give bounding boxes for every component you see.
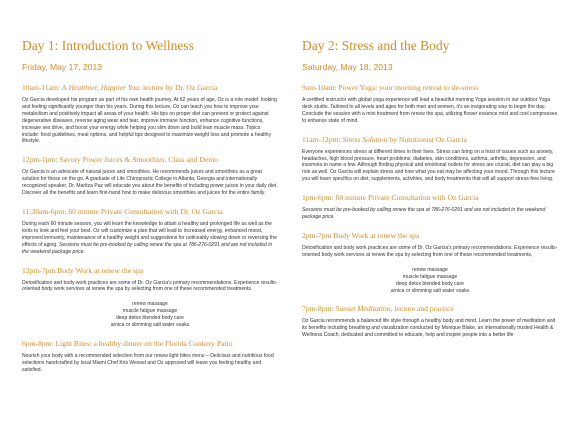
day2-treatment-list	[302, 267, 558, 295]
day1-s4-heading: 12pm-7pm Body Work at renew the spa	[22, 265, 144, 275]
day2-s5-title: Sunset Meditation	[335, 304, 391, 314]
day2-s2-body: Everyone experiences stress at different times in their lives. Stress can bring on a host of issues such as anxiety, headaches, high blood pressure, heart problems, diabetes, skin conditions, asthma, arthritis, depression, and insomnia to name a few. Although finding physical and emotional outlets for stress are crucial, diet can play a big role as well. Oz Garcia will explain stress and how what you eat may be affecting your mood. Through this lecture you will learn specifics on diet, supplements, activities, and body treatments that will all support stress-free living.	[302, 148, 555, 183]
day2-s2-heading	[302, 135, 558, 145]
day2-s5-time: 7pm-8pm:	[302, 304, 336, 314]
day1-s5-heading: 6pm-8pm: Light Bites: a healthy dinner on the Florida Cookery Patio	[22, 338, 233, 348]
day1-s1-body: Oz Garcia developed his program as part of his own health journey. At 62 years of age, Oz is a role model: looking and feeling significantly younger than his years. During this lecture, Oz can teach you how to improve your metabolism and positively impact all areas of your health. His tips on proper diet can prevent or protect against degenerative diseases, reverse aging wear and tear, improve immune function, enhance cognitive functions, increase sex drive, and boost your energy while helping you slim down and build lean muscle mass. Topics include: food guidelines, meal options, and helpful tips designed to maximize weight loss and promote a healthy lifestyle.	[22, 97, 277, 145]
day1-date: Friday, May 17, 2013	[22, 62, 103, 72]
day1-s4-body: Detoxification and body work practices are some of Dr. Oz Garcia's primary recommendations. Experience results-oriented body work services at renew the spa by selecting from one of these recommended treatments.	[22, 279, 278, 293]
day2-date: Saturday, May 18, 2013	[302, 62, 393, 72]
list-item: renew massage	[132, 301, 168, 308]
day1-s3-heading: 11:30am-6pm: 60 minute Private Consultation with Dr. Oz Garcia	[22, 206, 223, 216]
list-item: muscle fatigue massage	[122, 308, 178, 315]
day1-s3-text: During each 60 minute session, you will learn the knowledge to attain a healthy and prolonged life as well as the tools to look and feel your best. Oz will customize a plan that will lead to increased energy, enhanced mood, improved immunity, maintenance of a healthy weight and suggestions for noticeably slowing down or reversing the effects of aging.	[22, 220, 277, 248]
list-item: deep detox blended body care	[116, 315, 184, 322]
day1-s1-title: Healthier, Happier You	[68, 83, 139, 92]
day2-s5-body: Oz Garcia recommends a balanced life style through a healthy body and mind. Learn the power of meditation and its benefits including breathing and visualization conducted by Monique Blake, an internationally trusted Health & Wellness Coach, dedicated and committed to educate, help and inspire people into a better life	[302, 318, 556, 339]
day1-s3-body	[22, 221, 278, 256]
day2-s3-note: Sessions must be pre-booked by calling renew the spa at 786-276-0291 and are not included in the weekend package price.	[302, 207, 546, 221]
list-item: deep detox blended body care	[396, 280, 464, 287]
day1-s1-time: 10am-11am: A	[22, 83, 69, 92]
day2-s5-rest: , lecture and practice	[390, 304, 454, 314]
day2-s5-heading	[302, 304, 558, 314]
day2-s2-title: Stress Solution	[342, 134, 388, 144]
day2-s4-body: Detoxification and body work practices are some of Dr. Oz Garcia's primary recommendations. Experience results-oriented body work services at renew the spa by selecting from one of these recommended treatments,	[302, 244, 558, 258]
day1-column	[22, 30, 278, 384]
day1-s2-body: Oz Garcia is an advocate of natural juices and smoothies. He recommends juices and smoothies as a great solution for those on the go. A graduate of Life Chiropractic College in Atlanta, Georgia and internationally recognized speaker, Dr. Maritza Paz will educate you about the benefits of including power juices in your daily diet. Discover all the benefits and learn first-hand how to make delicious smoothies and juices for the entire family.	[22, 169, 278, 197]
list-item: arnica or slimming salt water soaks	[390, 287, 470, 294]
list-item: muscle fatigue massage	[402, 273, 458, 280]
day1-s1-heading	[22, 83, 278, 93]
list-item: arnica or slimming salt water soaks	[110, 322, 190, 329]
day2-s3-heading: 1pm-6pm: 60 minute Private Consultation with Oz Garcia	[302, 193, 479, 203]
day2-column	[302, 30, 558, 349]
day2-title: Day 2: Stress and the Body	[302, 38, 450, 53]
day1-s3-note: Sessions must be pre-booked by calling renew the spa at 786-276-0291 and are not included in the weekend package price.	[22, 241, 273, 255]
day1-s2-heading: 12pm-1pm: Savory Power Juices & Smoothies, Class and Demo	[22, 155, 218, 165]
list-item: renew massage	[412, 266, 448, 273]
day1-s1-rest: : lecture by Dr. Oz Garcia	[138, 83, 218, 92]
day1-s5-body: Nourish your body with a recommended selection from our renew light bites menu – Delicious and nutritious food selections handcrafted by local Miami Chef Kris Wessel and Oz approved will leave you feeling healthy and satisfied.	[22, 352, 274, 373]
day2-s1-heading: 9am-10am: Power Yoga: your morning retreat to de-stress	[302, 83, 479, 92]
day2-s1-body: A certified instructor with global yoga experience will lead a beautiful morning Yoga session in our outdoor Yoga deck studio. Tailored to all levels and ages for both men and women, it's an invigorating way to begin the day. Conclude the session with a mini treatment from renew the spa, utilizing flower essence mist and cool compresses to enhance state of mind.	[302, 97, 558, 124]
day2-s4-heading: 2pm-7pm Body Work at renew the spa	[302, 230, 420, 240]
day1-title: Day 1: Introduction to Wellness	[22, 38, 194, 53]
day2-s2-time: 11am-12pm:	[302, 134, 343, 144]
day1-treatment-list	[22, 301, 278, 329]
day2-s2-rest: by Nutritionist Oz Garcia	[387, 134, 467, 144]
